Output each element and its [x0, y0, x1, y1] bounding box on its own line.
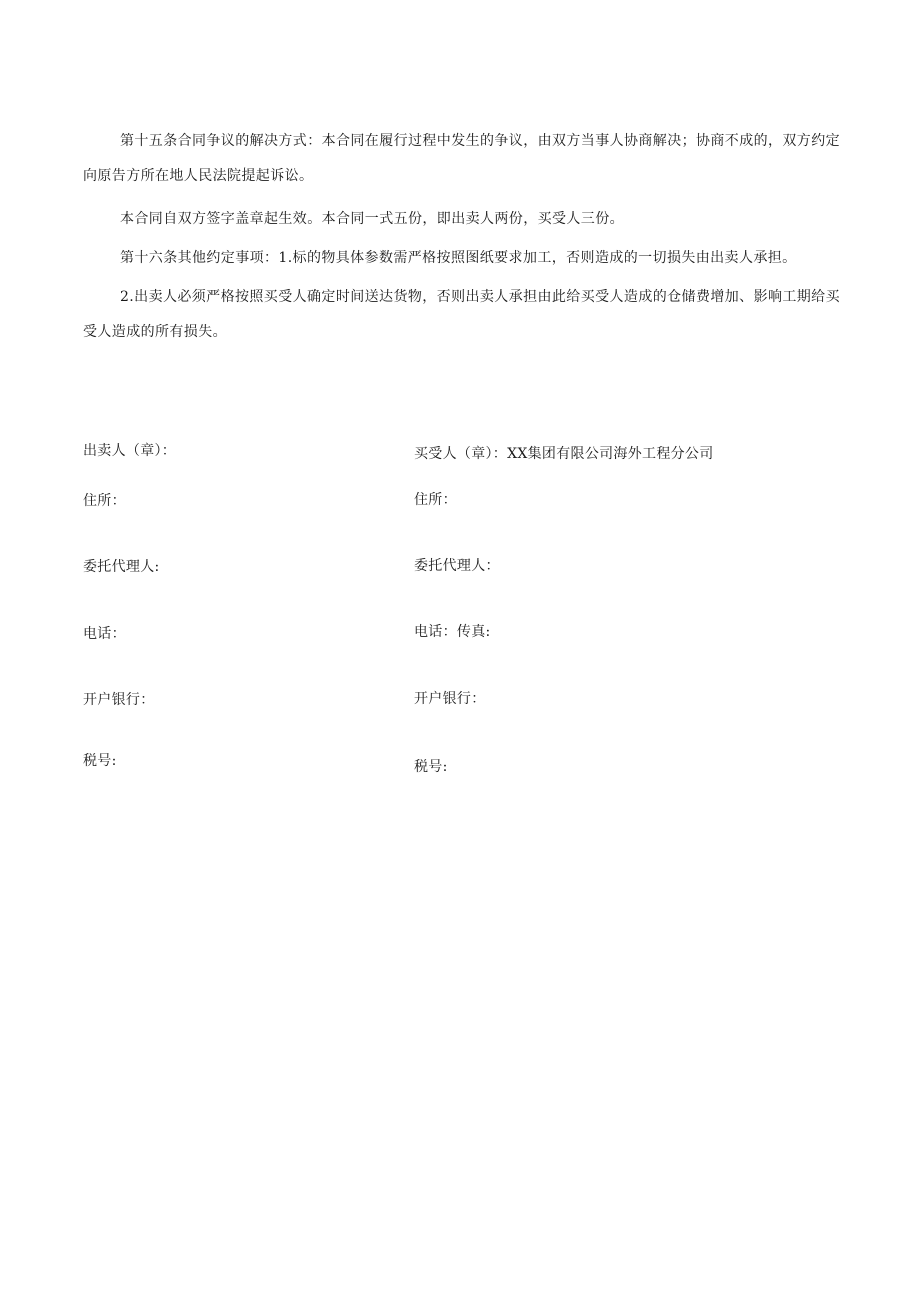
clause-16-other-terms: 第十六条其他约定事项：1.标的物具体参数需严格按照图纸要求加工，否则造成的一切损失由出卖人承担。 — [120, 250, 797, 266]
seller-phone-label: 电话： — [83, 626, 126, 642]
seller-agent-label: 委托代理人: — [83, 559, 160, 575]
buyer-address-label: 住所： — [414, 492, 457, 508]
buyer-name-label: 买受人（章）：XX集团有限公司海外工程分公司 — [414, 446, 714, 462]
seller-bank-label: 开户银行： — [83, 692, 155, 708]
seller-address-label: 住所： — [83, 493, 126, 509]
clause-effectiveness: 本合同自双方签字盖章起生效。本合同一式五份，即出卖人两份，买受人三份。 — [120, 211, 624, 227]
seller-tax-label: 税号: — [83, 753, 117, 769]
buyer-tax-label: 税号: — [414, 759, 448, 775]
buyer-agent-label: 委托代理人： — [414, 558, 500, 574]
seller-name-label: 出卖人（章）： — [83, 443, 177, 459]
buyer-bank-label: 开户银行： — [414, 691, 486, 707]
clause-15-dispute-resolution: 第十五条合同争议的解决方式：本合同在履行过程中发生的争议，由双方当事人协商解决；协商不成的，双方约定向原告方所在地人民法院提起诉讼。 — [83, 133, 840, 184]
buyer-phone-fax-label: 电话：传真: — [414, 624, 491, 640]
clause-16-item-2: 2.出卖人必须严格按照买受人确定时间送达货物，否则出卖人承担由此给买受人造成的仓储费增加、影响工期给买受人造成的所有损失。 — [83, 289, 840, 340]
